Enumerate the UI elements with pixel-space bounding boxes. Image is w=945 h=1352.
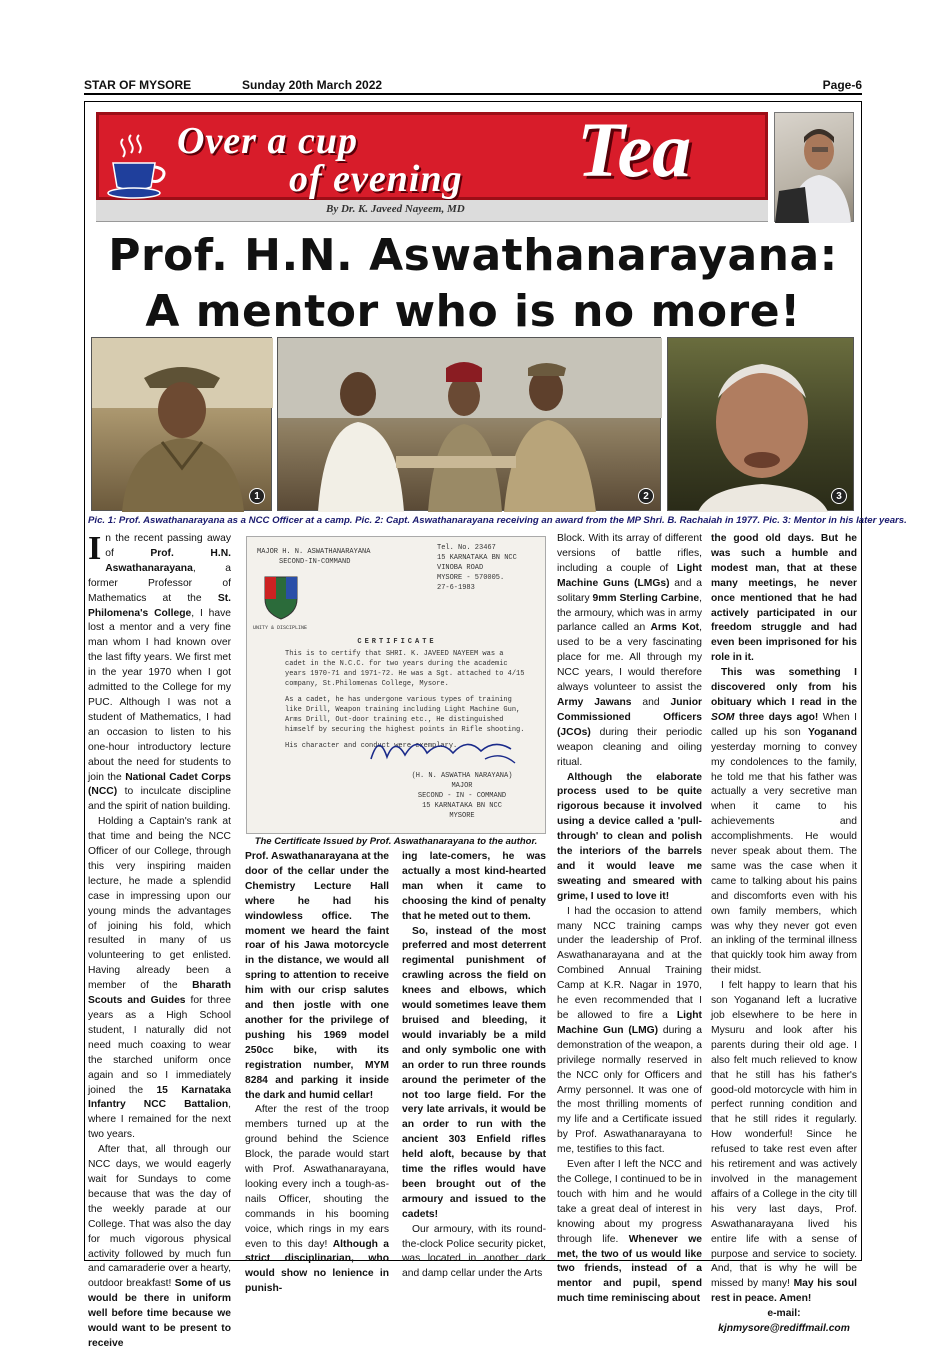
photo-number-1: 1 bbox=[249, 488, 265, 504]
cert-sig-name: (H. N. ASWATHA NARAYANA) bbox=[411, 772, 513, 780]
text-span: for three years as a High School student, I naturally did not need much coaxing to wear the starched uniform once again and so I immediately joined the bbox=[88, 995, 231, 1096]
banner-line-2: of evening bbox=[289, 158, 463, 200]
text-span: during their periodic weapon cleaning and oiling ritual. bbox=[557, 726, 702, 768]
masthead bbox=[84, 78, 862, 95]
officer-figure-icon bbox=[92, 338, 273, 512]
text-bold: Junior Commissioned Officers (JCOs) bbox=[557, 696, 702, 738]
column-banner bbox=[96, 106, 854, 222]
headline-line-1: Prof. H.N. Aswathanarayana: bbox=[108, 230, 838, 281]
text-bold: Prof. Aswathanarayana at the door of the cellar under the Chemistry Lecture Hall where he had his windowless office. The moment we heard the faint roar of his Jawa motorcycle in the distance, we would all spring to attention to receive him with our crisp salutes and then jostle with one another for the privilege of pushing his 1969 model 250cc bike, with its registration number, MYM 8284 and parking it inside the dark and humid cellar! bbox=[245, 851, 389, 1101]
paper-name: STAR OF MYSORE bbox=[84, 78, 192, 92]
cert-from-role: SECOND-IN-COMMAND bbox=[279, 558, 351, 566]
cert-para-2: As a cadet, he has undergone various types of training like Drill, Weapon training including Light Machine Gun, Arms Drill, Out-door training etc., He distinguished himself by securing the highest points in Rifle shooting. bbox=[285, 696, 525, 734]
cert-city: MYSORE - 570005. bbox=[437, 574, 505, 582]
text-span: , where I remained for the next two years. bbox=[88, 1099, 231, 1141]
text-bold: Although the elaborate process used to be quite rigorous because it involved using a device called a 'pull-through' to clean and polish the interiors of the barrels and it would leave me sweating and smeared with grime, I used to love it! bbox=[557, 771, 702, 902]
text-span: during a demonstration of the weapon, a privilege normally reserved in the NCC only for Officers and Army personnel. It was one of the most thrilling moments of my life and a Certificate issued by Prof. Aswathanarayana to me, testifies to this fact. bbox=[557, 1024, 703, 1156]
photo-ncc-officer bbox=[91, 337, 272, 511]
text-span: and bbox=[631, 696, 671, 708]
text-span: Holding a Captain's rank at that time and being the NCC Officer of our College, through this very inspiring maiden lecture, he made a splendid case in impressing upon our young minds the advantages of joining his fold, which resulted in many of us volunteering to get enlisted. Having already been a member of the bbox=[88, 816, 231, 992]
author-photo bbox=[774, 112, 854, 222]
cert-road: VINOBA ROAD bbox=[437, 564, 484, 572]
certificate-caption: The Certificate Issued by Prof. Aswathanarayana to the author. bbox=[254, 836, 538, 847]
cert-sig-city: MYSORE bbox=[449, 812, 475, 820]
article-column-1 bbox=[88, 532, 231, 1352]
cert-address bbox=[437, 543, 537, 593]
article-column-3 bbox=[402, 850, 546, 1282]
cert-title: CERTIFICATE bbox=[357, 638, 437, 646]
text-bold: three days ago! bbox=[734, 711, 819, 723]
text-span: to inculcate discipline and the spirit of nation building. bbox=[88, 786, 231, 813]
text-bold: Yoganand bbox=[807, 726, 857, 738]
article-column-2 bbox=[245, 850, 389, 1297]
article-column-4 bbox=[557, 532, 702, 1307]
drop-cap: I bbox=[88, 530, 102, 567]
text-span: I had the occasion to attend many NCC training camps under the leadership of Prof. Aswathanarayana and at the Combined Annual Training Camp at K.R. Nagar in 1970, he even recommended that I be allowed to fire a bbox=[557, 905, 702, 1021]
banner-line-1: Over a cup bbox=[177, 120, 358, 162]
award-ceremony-icon bbox=[278, 338, 662, 512]
text-bold: National Cadet Corps (NCC) bbox=[88, 771, 231, 798]
text-span: After the rest of the troop members turned up at the ground behind the Science Block, the parade would start with Prof. Aswathanarayana, looking every inch a tough-as-nails Officer, shouting the commands in his booming voice, which rings in my ears even to this day! bbox=[245, 1104, 389, 1250]
issue-date: Sunday 20th March 2022 bbox=[242, 78, 383, 92]
byline-strip bbox=[96, 200, 768, 222]
text-bold: This was something I discovered only from his obituary which I read in the bbox=[711, 667, 857, 708]
text-bold: Light Machine Gun (LMG) bbox=[557, 1010, 702, 1036]
ncc-emblem-icon bbox=[261, 573, 301, 621]
signature-icon bbox=[365, 729, 535, 769]
text-bold: Whenever we met, the two of us would like two friends, instead of a mentor and pupil, spend much time reminiscing about bbox=[557, 1233, 703, 1305]
headline-line-2: A mentor who is no more! bbox=[145, 286, 801, 337]
text-span: n the recent passing away of bbox=[105, 533, 231, 559]
text-bold: Prof. H.N. Aswathanarayana bbox=[105, 547, 231, 574]
text-span: and a solitary bbox=[557, 577, 702, 604]
byline: By Dr. K. Javeed Nayeem, MD bbox=[326, 203, 465, 215]
cert-sig-rank: MAJOR bbox=[451, 782, 473, 790]
text-span: Even after I left the NCC and the College, I continued to be in touch with him and he would take a great deal of interest in knowing about my progress through life. bbox=[557, 1159, 702, 1245]
photo-number-2: 2 bbox=[638, 488, 654, 504]
text-bold: St. Philomena's College bbox=[88, 592, 231, 619]
text-span: Our armoury, with its round-the-clock Police security picket, was located in another dark and damp cellar under the Arts bbox=[402, 1223, 546, 1280]
banner-tea: Tea bbox=[577, 106, 692, 193]
photo-number-3: 3 bbox=[831, 488, 847, 504]
cert-sig-unit: 15 KARNATAKA BN NCC bbox=[422, 802, 502, 810]
text-span: Block. With its array of different versions of battle rifles, including a couple of bbox=[557, 533, 702, 574]
email-label: e-mail: bbox=[767, 1308, 801, 1320]
author-portrait-icon bbox=[775, 113, 855, 223]
cert-from bbox=[257, 547, 370, 567]
text-bold: Although a strict disciplinarian, who would show no lenience in punish- bbox=[245, 1238, 389, 1295]
cert-unit: 15 KARNATAKA BN NCC bbox=[437, 554, 517, 562]
text-bold: Bharath Scouts and Guides bbox=[88, 980, 231, 1007]
text-span: , a former Professor of Mathematics at the bbox=[88, 562, 231, 604]
text-bold: So, instead of the most preferred and most deterrent regimental punishment of crawling across the field on knees and elbows, which would sometimes leave them bruised and bleeding, it would invariably be a mild and only symbolic one with an order to run three rounds around the perimeter of the not too large field. For the very late arrivals, it would be an order to run with the ancient 303 Enfield rifles held aloft, because by that time the rifles would have been brought out of the armoury and issued to the cadets! bbox=[402, 925, 546, 1220]
elderly-portrait-icon bbox=[668, 338, 855, 512]
text-bold: Army Jawans bbox=[557, 696, 632, 708]
cert-emblem-text: UNITY & DISCIPLINE bbox=[253, 625, 308, 631]
banner-red-panel bbox=[96, 106, 768, 200]
text-span: When I called up his son bbox=[711, 711, 858, 738]
page-number: Page-6 bbox=[822, 78, 862, 92]
cert-from-name: MAJOR H. N. ASWATHANARAYANA bbox=[257, 548, 371, 556]
text-bold: Light Machine Guns (LMGs) bbox=[557, 562, 702, 589]
photo-award-ceremony bbox=[277, 337, 661, 511]
text-bold: ing late-comers, he was actually a most kind-hearted man when it came to choosing the kind of penalty that he meted out to them. bbox=[402, 851, 546, 922]
tea-cup-icon bbox=[105, 131, 169, 201]
ncc-certificate bbox=[246, 536, 546, 834]
cert-date: 27-6-1983 bbox=[437, 584, 475, 592]
text-span: , used to be a very fascinating place for me. All through my NCC years, I would therefore always volunteer to assist the bbox=[557, 622, 702, 694]
text-span: , the armoury, which was in army parlance called an bbox=[557, 592, 702, 634]
cert-sig-role: SECOND - IN - COMMAND bbox=[417, 792, 507, 800]
cert-para-1: This is to certify that SHRI. K. JAVEED NAYEEM was a cadet in the N.C.C. for two years during the academic years 1970-71 and 1971-72. He was a Sgt. attached to 4/15 company, St.Philomenas College, Mysore. bbox=[285, 650, 525, 688]
article-column-5 bbox=[711, 532, 857, 1337]
text-bold-italic: SOM bbox=[711, 711, 735, 723]
text-bold: 9mm Sterling Carbine bbox=[592, 592, 700, 604]
cert-signature-block bbox=[397, 771, 527, 821]
photo-later-years bbox=[667, 337, 854, 511]
text-bold: Some of us would be there in uniform well before time because we would want to be present to receive bbox=[88, 1278, 232, 1349]
cert-tel: Tel. No. 23467 bbox=[437, 544, 496, 552]
text-span: yesterday morning to convey my condolences to the family, he told me that his father was actually a very secretive man when it came to his achievements and accomplishments. He would never speak about them. The same was the case when it came to talking about his pains and discomforts even with his own family members, which was why they never got even an inkling of the terminal illness that quickly took him away from their midst. bbox=[711, 741, 857, 977]
text-span: I felt happy to learn that his son Yoganand left a lucrative job elsewhere to be here in Mysuru and look after his parents during their old age. I also felt much relieved to know that he still has his father's good-old motorcycle with him in perfect running condition and that he still rides it regularly. How wonderful! Since he refused to take rest even after his retirement and was actively involved in the management affairs of a College in the city till his very last days, Prof. Aswathanarayana lived his entire life with a sense of purpose and service to society. And, that is why he will be missed by many! bbox=[711, 980, 857, 1290]
text-span: , I have lost a mentor and a very fine man whom I had known over the last fifty years. We first met in the year 1970 when I got admitted to the College for my PUC. Although I was not a student of Mathematics, I had an occasion to listen to his one-hour introductory lecture about the need for students to join the bbox=[88, 607, 232, 783]
photo-caption: Pic. 1: Prof. Aswathanarayana as a NCC Officer at a camp. Pic. 2: Capt. Aswathanarayana receiving an award from the MP Shri. B. Rachaiah in 1977. Pic. 3: Mentor in his later years. bbox=[88, 515, 907, 526]
cert-para-3: His character and conduct were exemplary. bbox=[285, 742, 458, 750]
text-bold: 15 Karnataka Infantry NCC Battalion bbox=[88, 1084, 231, 1111]
text-bold: May his soul rest in peace. Amen! bbox=[711, 1278, 857, 1305]
text-bold: the good old days. But he was such a humble and modest man, that at these many meetings, he never once mentioned that he had actively participated in our freedom struggle and had even been imprisoned for his role in it. bbox=[711, 533, 857, 664]
text-bold: Arms Kot bbox=[650, 622, 700, 634]
text-span: After that, all through our NCC days, we would eagerly wait for Sundays to come because that was the day of the weekly parade at our College. That was also the day for much vigorous physical activity followed by much fun and camaraderie over a hearty, outdoor breakfast! bbox=[88, 1144, 231, 1290]
email-address[interactable]: kjnmysore@rediffmail.com bbox=[718, 1323, 850, 1335]
